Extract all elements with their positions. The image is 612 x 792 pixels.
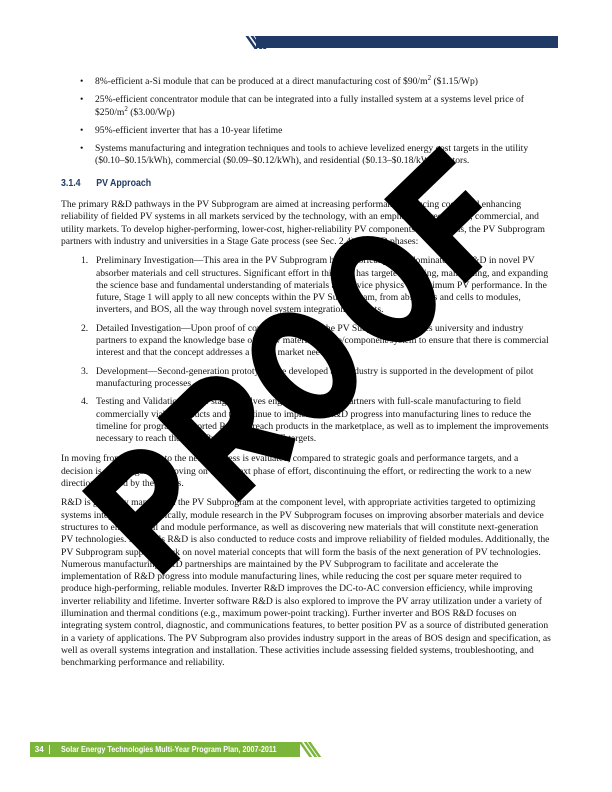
list-item: • Systems manufacturing and integration techniques and tools to achieve levelized energy cost targets in the utility ($0.10–$0.15/kWh), commercial ($0.09–$0.12/kWh), and residential ($0.13–$0.18/kWh) sectors. [80, 143, 529, 167]
phase-item: 2. Detailed Investigation—Upon proof of concept in Stage 1, the PV Subprogram engages university and industry partners to expand the knowledge base of a new material/device/component/system to ensure that there is commercial interest and that the concept addresses a viable market need. [81, 322, 549, 359]
phase-list [61, 255, 551, 445]
footer-title: Solar Energy Technologies Multi-Year Program Plan, 2007-2011 [60, 745, 277, 754]
target-list [61, 73, 551, 168]
list-item: • 25%-efficient concentrator module that can be integrated into a fully installed system at a systems level price of $\$250/m^2$ ($3.00/Wp) [80, 94, 524, 118]
header-bar [256, 36, 558, 48]
footer-bar [30, 742, 300, 757]
page-number: 34 [30, 745, 50, 754]
section-heading: 3.1.4 PV Approach [61, 177, 152, 189]
list-item: • 8%-efficient a-Si module that can be produced at a direct manufacturing cost of $\$90/m^2$ ($1.15/Wp) [80, 73, 478, 87]
phase-transition-paragraph: In moving from one phase to the next progress is evaluated, compared to strategic goals and performance targets, and a decision is made regarding moving on to the next phase of effort, discontinuing the effort, or redirecting the work to a new direction dictated by the results. [61, 453, 532, 490]
phase-item: 1. Preliminary Investigation—This area in the PV Subprogram has historically been dominated by R&D in novel PV absorber materials and cell structures. Significant effort in this area has targeted building, maintaining, and expanding the science base and fundamental understanding of materials and device physics for optimum PV performance. In the future, Stage 1 will apply to all new concepts within the PV Subprogram, from absorbers and cells to modules, inverters, and BOS, all the way through novel system integration concepts. [81, 255, 549, 316]
rd-management-paragraph: R&D is generally managed in the PV Subprogram at the component level, with appropriate activities targeted to optimizing systems integration. Specifically, module research in the PV Subprogram focuses on improving absorber materials and device structures to enhance cell and module performance, as well as discovering new materials that will constitute next-generation PV technologies. Materials R&D is also conducted to reduce costs and improve reliability of fielded modules. Additionally, the PV Subprogram supports work on novel material concepts that will form the basis of the next generation of PV technologies. Numerous manufacturing R&D partnerships are maintained by the PV Subprogram to facilitate and accelerate the implementation of R&D progress into module manufacturing lines, while reducing the cost per square meter required to produce high-performing, reliable modules. Inverter R&D improves the DC-to-AC conversion efficiency, while improving inverter reliability and lifetime. Inverter software R&D is also explored to improve the PV array utilization under a variety of illumination and thermal conditions (e.g., maximum power-point tracking). Further inverter and BOS R&D focuses on integrating system control, diagnostic, and communications features, to better position PV as a source of distributed generation in a variety of applications. The PV Subprogram also provides industry support in the areas of BOS design and specification, as well as overall systems integration and installation. These activities include assessing fielded systems, troubleshooting, and benchmarking performance and reliability. [61, 497, 551, 669]
phase-item: 4. Testing and Validation—This stage involves engaging industrial partners with full-scale manufacturing to field commercially viable products and to continue to implement R&D progress into manufacturing lines to reduce the timeline for program-supported R&D to reach products in the marketplace, as well as to implement the improvements necessary to reach the Solar Program's PV LCOE targets. [81, 396, 549, 445]
footer-slashes [304, 742, 316, 757]
phase-item: 3. Development—Second-generation prototypes are developed and industry is supported in the development of pilot manufacturing processes. [81, 365, 534, 389]
list-item: • 95%-efficient inverter that has a 10-year lifetime [80, 124, 283, 136]
intro-paragraph: The primary R&D pathways in the PV Subprogram are aimed at increasing performance, reducing costs, and enhancing reliability of fielded PV systems in all markets serviced by the technology, with an emphasis on residential, commercial, and utility markets. To develop higher-performing, lower-cost, higher-reliability PV components and systems, the PV Subprogram partners with industry and universities in a Stage Gate process (see Sec. 2.4) of R&D phases: [61, 199, 545, 247]
page-content [61, 73, 551, 676]
